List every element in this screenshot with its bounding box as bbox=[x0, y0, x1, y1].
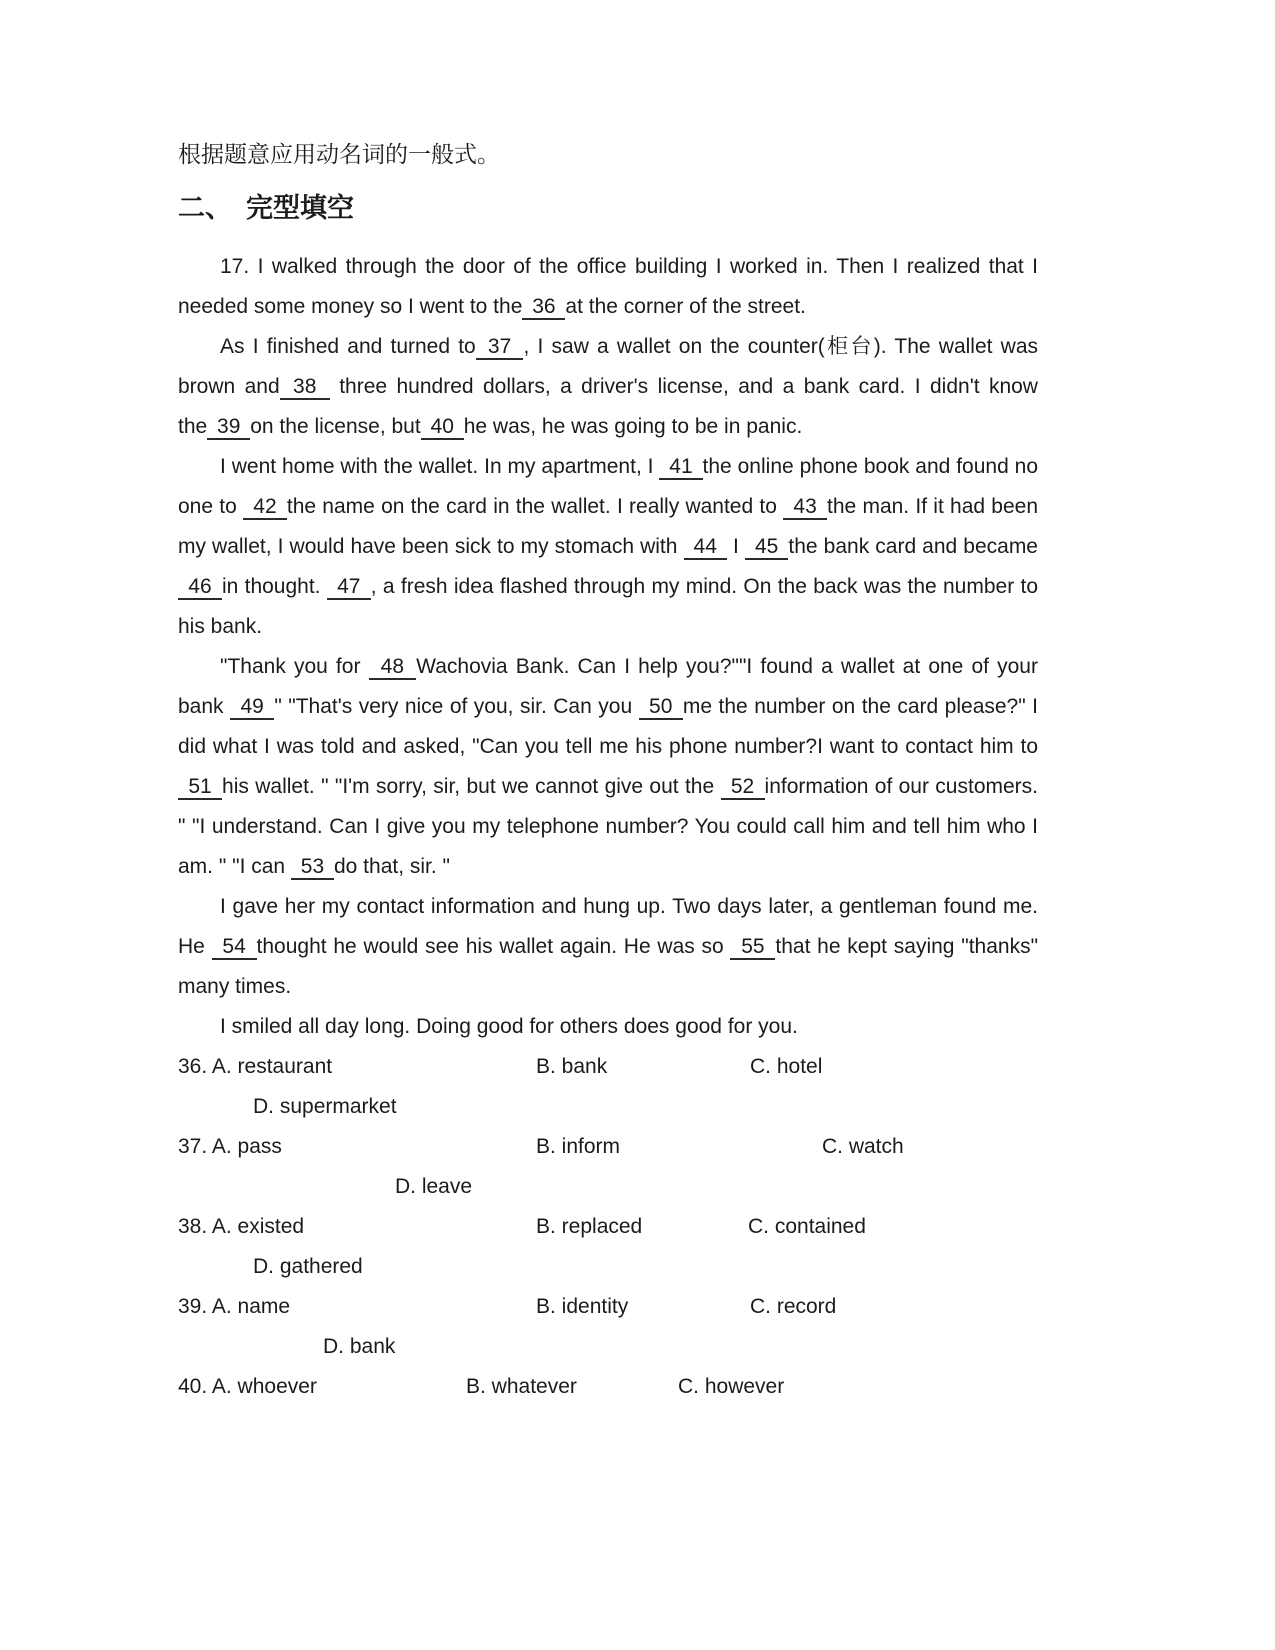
option-36-D: D. supermarket bbox=[253, 1095, 397, 1118]
section-heading-number: 二、 bbox=[178, 193, 232, 223]
question-39-options bbox=[178, 1287, 1038, 1327]
cloze-blank-44: 44 bbox=[684, 535, 727, 560]
cloze-blank-41: 41 bbox=[659, 455, 702, 480]
cloze-blank-43: 43 bbox=[783, 495, 827, 520]
cloze-blank-48: 48 bbox=[369, 655, 417, 680]
cloze-blank-54: 54 bbox=[212, 935, 257, 960]
cloze-blank-46: 46 bbox=[178, 575, 222, 600]
passage bbox=[178, 247, 1038, 1047]
option-36-A: 36. A. restaurant bbox=[178, 1055, 333, 1078]
cloze-blank-49: 49 bbox=[230, 695, 274, 720]
option-36-B: B. bank bbox=[536, 1055, 608, 1078]
option-38-A: 38. A. existed bbox=[178, 1215, 305, 1238]
passage-paragraph: "Thank you for 48 Wachovia Bank. Can I help you?""I found a wallet at one of your bank 49 " "That's very nice of you, sir. Can you 50 me the number on the card please?" I did what I was told and asked, "Can you tell me his phone number?I want to contact him to 51 his wallet. " "I'm sorry, sir, but we cannot give out the 52 information of our customers. " "I understand. Can I give you my telephone number? You could call him and tell him who I am. " "I can 53 do that, sir. " bbox=[178, 655, 1039, 878]
cloze-blank-55: 55 bbox=[730, 935, 775, 960]
passage-paragraph: I gave her my contact information and hung up. Two days later, a gentleman found me. He 54 thought he would see his wallet again. He was so 55 that he kept saying "thanks" many times. bbox=[178, 895, 1039, 998]
option-40-C: C. however bbox=[678, 1375, 785, 1398]
cloze-blank-52: 52 bbox=[721, 775, 765, 800]
option-38-C: C. contained bbox=[748, 1215, 866, 1238]
option-37-B: B. inform bbox=[536, 1135, 621, 1158]
section-heading-title: 完型填空 bbox=[246, 193, 354, 223]
question-37-option-D-row bbox=[178, 1167, 1038, 1207]
cloze-blank-38: 38 bbox=[280, 375, 330, 400]
option-36-C: C. hotel bbox=[750, 1055, 823, 1078]
page-content bbox=[178, 0, 1038, 1407]
passage-paragraph: I smiled all day long. Doing good for others does good for you. bbox=[220, 1015, 798, 1038]
option-38-D: D. gathered bbox=[253, 1255, 363, 1278]
question-37-options bbox=[178, 1127, 1038, 1167]
option-39-C: C. record bbox=[750, 1295, 837, 1318]
cloze-blank-37: 37 bbox=[476, 335, 524, 360]
question-38-options bbox=[178, 1207, 1038, 1247]
option-37-C: C. watch bbox=[822, 1135, 904, 1158]
passage-paragraph: 17. I walked through the door of the office building I worked in. Then I realized that I needed some money so I went to the 36 at the corner of the street. bbox=[178, 255, 1038, 318]
option-40-B: B. whatever bbox=[466, 1375, 577, 1398]
question-40-options bbox=[178, 1367, 1038, 1407]
cloze-blank-39: 39 bbox=[207, 415, 250, 440]
option-39-B: B. identity bbox=[536, 1295, 629, 1318]
cloze-blank-51: 51 bbox=[178, 775, 222, 800]
cloze-blank-47: 47 bbox=[327, 575, 371, 600]
cloze-blank-50: 50 bbox=[639, 695, 683, 720]
cloze-blank-42: 42 bbox=[243, 495, 287, 520]
option-39-D: D. bank bbox=[323, 1335, 396, 1358]
intro-text: 根据题意应用动名词的一般式。 bbox=[178, 142, 500, 167]
passage-paragraph: I went home with the wallet. In my apartment, I 41 the online phone book and found no one to 42 the name on the card in the wallet. I really wanted to 43 the man. If it had been my wallet, I would have been sick to my stomach with 44 I 45 the bank card and became 46 in thought. 47 , a fresh idea flashed through my mind. On the back was the number to his bank. bbox=[178, 455, 1039, 638]
question-38-option-D-row bbox=[178, 1247, 1038, 1287]
cloze-blank-45: 45 bbox=[745, 535, 788, 560]
cloze-blank-53: 53 bbox=[291, 855, 334, 880]
option-37-D: D. leave bbox=[395, 1175, 473, 1198]
questions bbox=[178, 1047, 1038, 1407]
option-40-A: 40. A. whoever bbox=[178, 1375, 317, 1398]
cloze-blank-40: 40 bbox=[421, 415, 464, 440]
question-36-option-D-row bbox=[178, 1087, 1038, 1127]
question-39-option-D-row bbox=[178, 1327, 1038, 1367]
option-39-A: 39. A. name bbox=[178, 1295, 291, 1318]
section-heading bbox=[178, 186, 1038, 225]
cloze-blank-36: 36 bbox=[522, 295, 565, 320]
question-36-options bbox=[178, 1047, 1038, 1087]
option-38-B: B. replaced bbox=[536, 1215, 643, 1238]
passage-paragraph: As I finished and turned to 37 , I saw a wallet on the counter(柜台). The wallet was brown and 38 three hundred dollars, a driver's license, and a bank card. I didn't know the 39 on the license, but 40 he was, he was going to be in panic. bbox=[178, 335, 1039, 438]
option-37-A: 37. A. pass bbox=[178, 1135, 282, 1158]
